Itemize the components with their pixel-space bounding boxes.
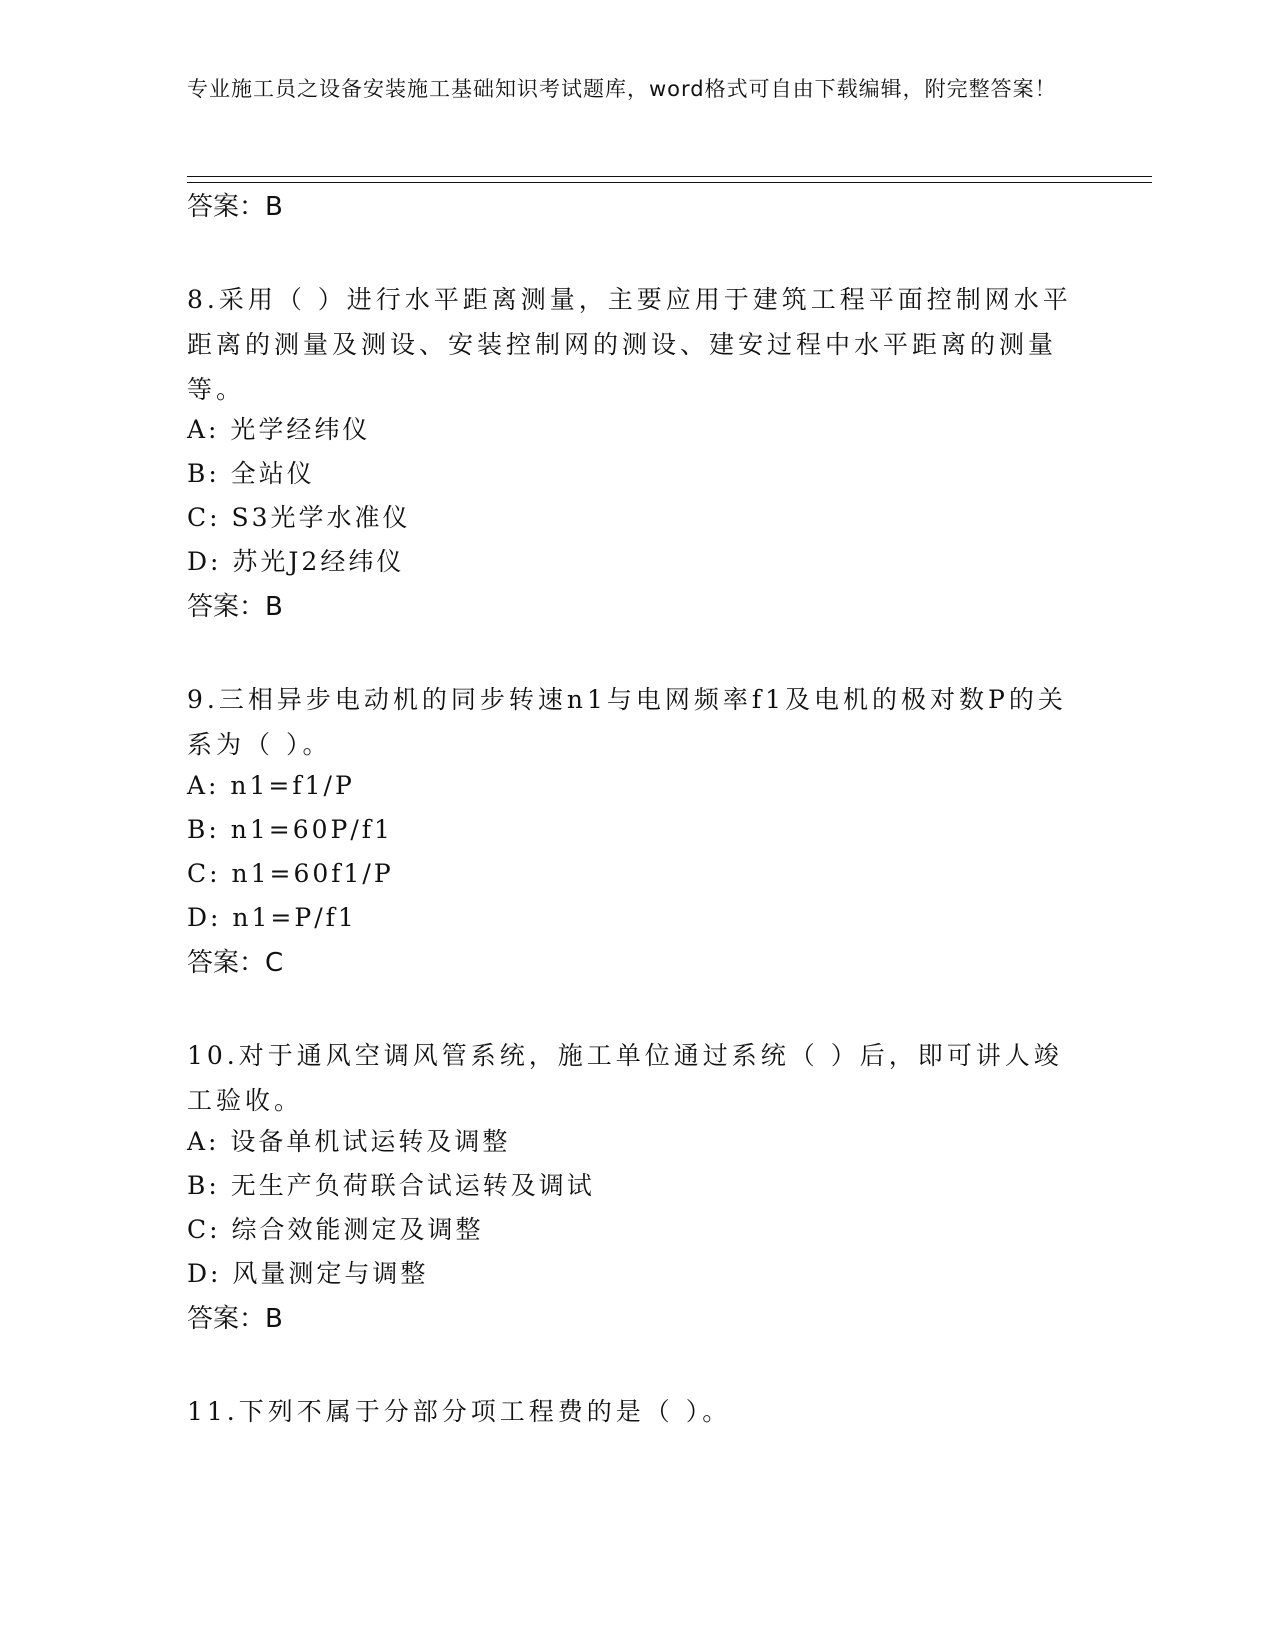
question-11-stem: 11.下列不属于分部分项工程费的是（ ）。 <box>187 1397 732 1426</box>
question-9-option-a: A: n1=f1/P <box>187 771 355 800</box>
question-9-answer: 答案：C <box>187 948 284 978</box>
question-10-stem: 10.对于通风空调风管系统，施工单位通过系统（ ）后，即可讲人竣工验收。 <box>187 1041 1063 1115</box>
question-9-option-d: D: n1=P/f1 <box>187 903 357 932</box>
header-rule-thin <box>187 182 1152 183</box>
question-8-option-b: B: 全站仪 <box>187 459 315 488</box>
question-8-answer: 答案：B <box>187 592 283 622</box>
question-10-option-b: B: 无生产负荷联合试运转及调试 <box>187 1171 595 1200</box>
question-9-stem: 9.三相异步电动机的同步转速n1与电网频率f1及电机的极对数P的关系为（ ）。 <box>187 685 1067 759</box>
question-10-option-a: A: 设备单机试运转及调整 <box>187 1127 511 1156</box>
question-8-option-c: C: S3光学水准仪 <box>187 503 411 532</box>
question-10-option-c: C: 综合效能测定及调整 <box>187 1215 484 1244</box>
question-8-option-a: A: 光学经纬仪 <box>187 415 371 444</box>
question-10-option-d: D: 风量测定与调整 <box>187 1259 429 1288</box>
header-rule-thick <box>187 176 1152 177</box>
question-10-answer: 答案：B <box>187 1304 283 1334</box>
question-8-stem: 8.采用（ ）进行水平距离测量，主要应用于建筑工程平面控制网水平距离的测量及测设、安装控制网的测设、建安过程中水平距离的测量等。 <box>187 285 1072 404</box>
answer-prev: 答案：B <box>187 192 283 222</box>
header-title: 专业施工员之设备安装施工基础知识考试题库，word格式可自由下载编辑，附完整答案！ <box>187 77 1057 101</box>
question-9-option-c: C: n1=60f1/P <box>187 859 394 888</box>
question-8-option-d: D: 苏光J2经纬仪 <box>187 547 405 576</box>
document-header <box>187 74 1067 105</box>
question-9-option-b: B: n1=60P/f1 <box>187 815 393 844</box>
